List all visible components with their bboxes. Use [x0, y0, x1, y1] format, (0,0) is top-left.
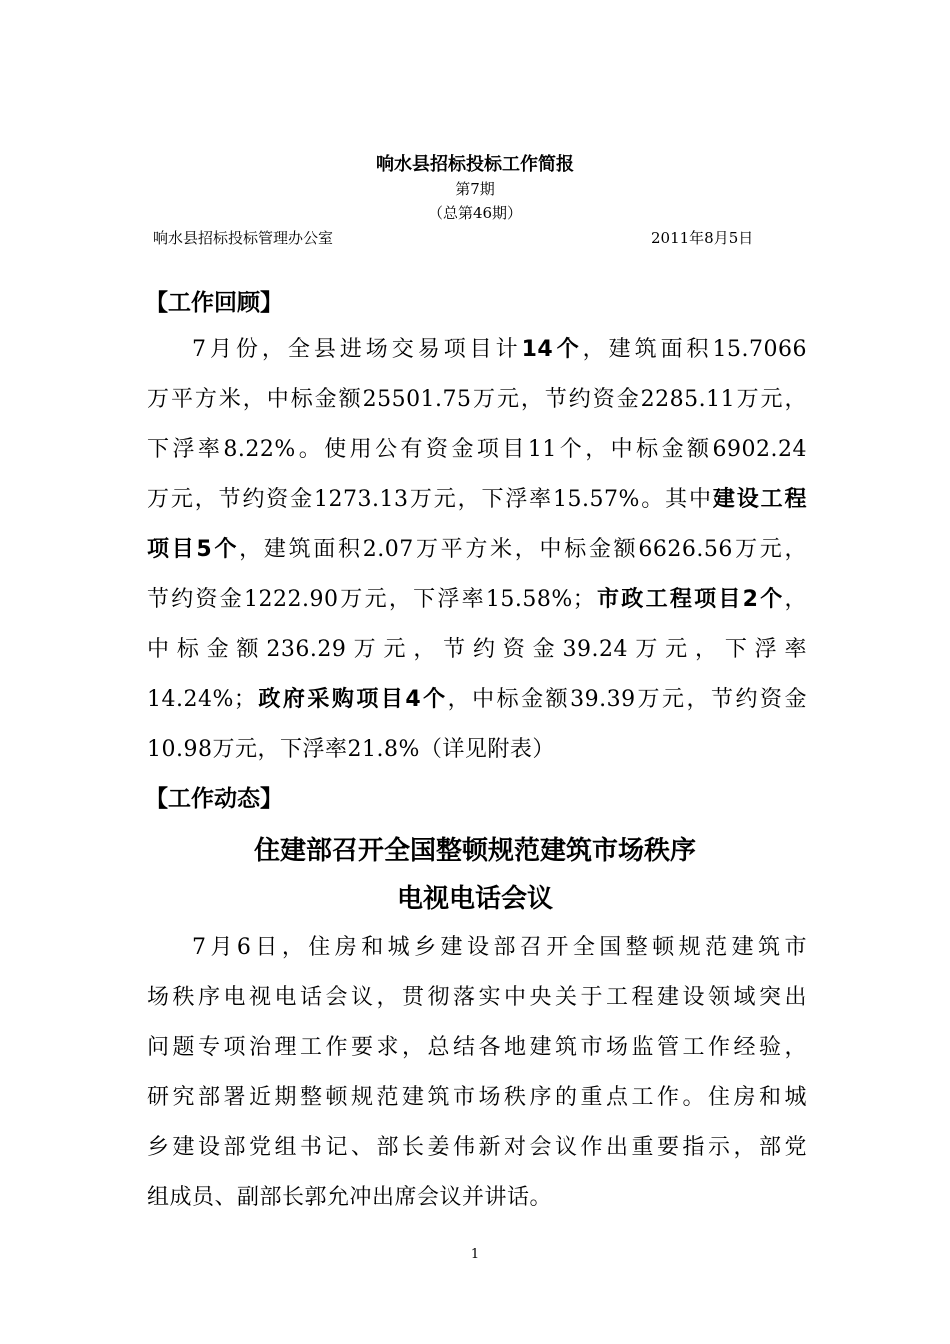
article-line-1: 7月6日，住房和城乡建设部召开全国整顿规范建筑市	[192, 935, 807, 960]
total-issue-number: （总第46期）	[427, 204, 523, 222]
section-heading-work-news: 【工作动态】	[145, 786, 283, 812]
issue-number: 第7期	[455, 180, 495, 198]
review-line-3: 下浮率8.22%。使用公有资金项目11个，中标金额6902.24	[147, 437, 807, 462]
review-line-5: 项目5个，建筑面积2.07万平方米，中标金额6626.56万元，	[147, 537, 807, 562]
article-title-line-1: 住建部召开全国整顿规范建筑市场秩序	[253, 836, 696, 866]
review-line-8: 14.24%；政府采购项目4个，中标金额39.39万元，节约资金	[147, 687, 808, 712]
article-line-4: 研究部署近期整顿规范建筑市场秩序的重点工作。住房和城	[147, 1085, 807, 1110]
article-line-5: 乡建设部党组书记、部长姜伟新对会议作出重要指示，部党	[147, 1135, 807, 1160]
article-title-line-2: 电视电话会议	[396, 884, 553, 914]
article-line-2: 场秩序电视电话会议，贯彻落实中央关于工程建设领域突出	[147, 985, 807, 1010]
review-line-7: 中标金额236.29万元，节约资金39.24万元，下浮率	[147, 637, 807, 662]
article-line-6: 组成员、副部长郭允冲出席会议并讲话。	[147, 1185, 553, 1210]
review-line-9: 10.98万元，下浮率21.8%（详见附表）	[147, 737, 555, 762]
issue-date: 2011年8月5日	[651, 229, 754, 247]
article-line-3: 问题专项治理工作要求，总结各地建筑市场监管工作经验，	[147, 1035, 807, 1060]
bulletin-title: 响水县招标投标工作简报	[376, 154, 574, 175]
review-line-1: 7月份，全县进场交易项目计14个，建筑面积15.7066	[192, 337, 807, 362]
review-line-4: 万元，节约资金1273.13万元，下浮率15.57%。其中建设工程	[147, 487, 807, 512]
review-line-6: 节约资金1222.90万元，下浮率15.58%；市政工程项目2个，	[147, 587, 807, 612]
issuing-office: 响水县招标投标管理办公室	[153, 229, 334, 247]
review-line-2: 万平方米，中标金额25501.75万元，节约资金2285.11万元，	[147, 387, 807, 412]
page-number: 1	[470, 1247, 480, 1262]
section-heading-work-review: 【工作回顾】	[145, 290, 283, 316]
